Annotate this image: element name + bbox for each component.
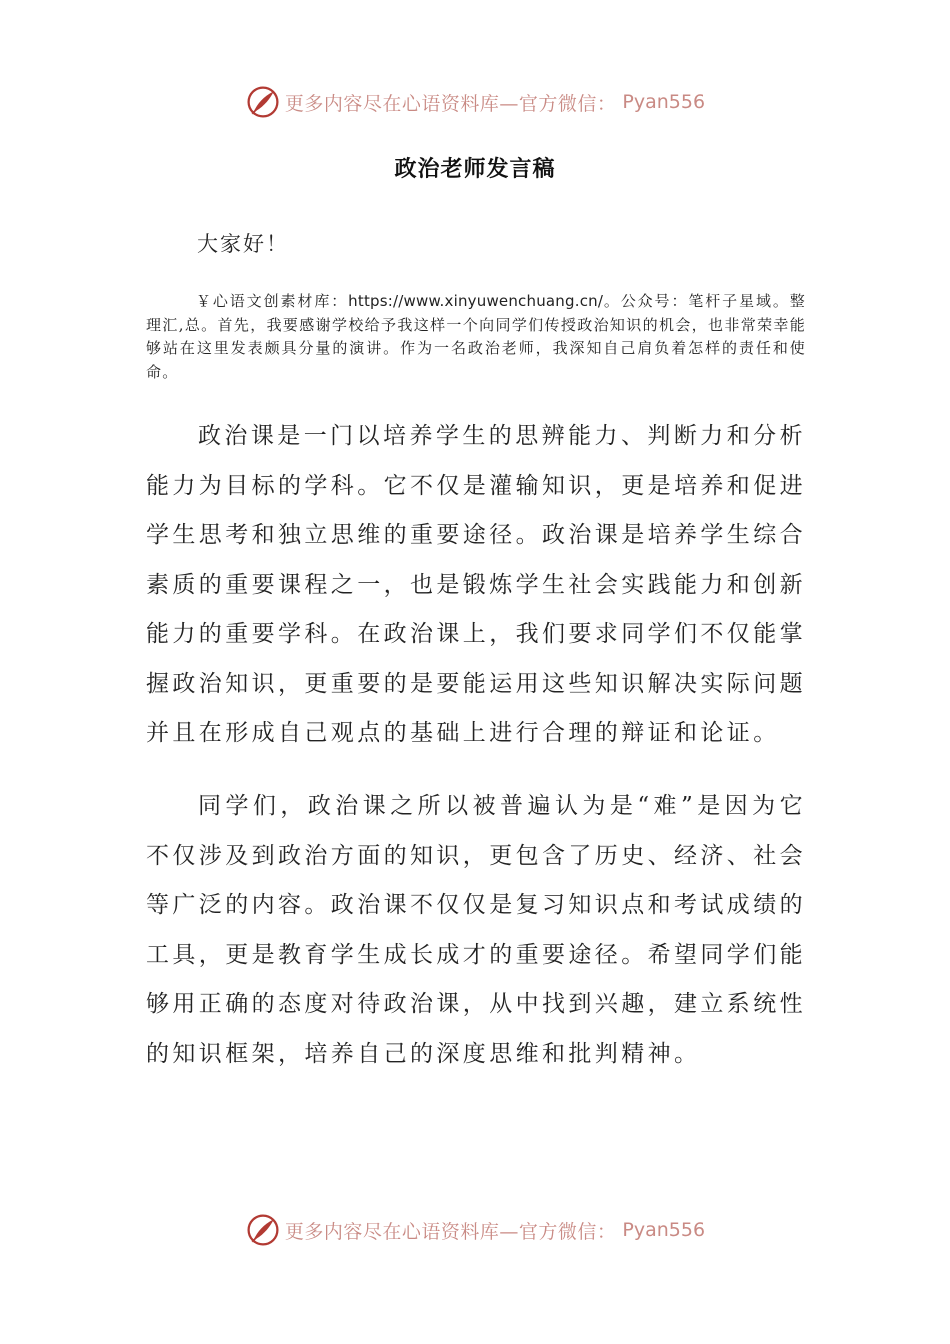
intro-paragraph	[146, 290, 806, 384]
greeting: 大家好！	[197, 232, 289, 256]
intro-prefix: ￥心语文创素材库：	[196, 292, 349, 310]
footer-banner-text: 更多内容尽在心语资料库—官方微信：	[284, 1220, 617, 1243]
intro-suffix: 。公众号：笔杆子星域。整理汇,总。首先，我要感谢学校给予我这样一个向同学们传授政治知识的机会，也非常荣幸能够站在这里发表颇具分量的演讲。作为一名政治老师，我深知自己肩负着怎样的责任和使命。	[146, 292, 806, 381]
header-wechat-id: Pyan556	[622, 91, 706, 113]
footer-banner	[0, 1210, 950, 1250]
quill-logo-icon	[245, 84, 281, 120]
footer-wechat-id: Pyan556	[622, 1219, 706, 1241]
header-banner	[0, 82, 950, 122]
quill-logo-icon	[245, 1212, 281, 1248]
body-paragraph-1: 政治课是一门以培养学生的思辨能力、判断力和分析能力为目标的学科。它不仅是灌输知识，更是培养和促进学生思考和独立思维的重要途径。政治课是培养学生综合素质的重要课程之一，也是锻炼学生社会实践能力和创新能力的重要学科。在政治课上，我们要求同学们不仅能掌握政治知识，更重要的是要能运用这些知识解决实际问题并且在形成自己观点的基础上进行合理的辩证和论证。	[146, 423, 806, 746]
page-title: 政治老师发言稿	[394, 157, 556, 182]
body-paragraph-2: 同学们，政治课之所以被普遍认为是“难”是因为它不仅涉及到政治方面的知识，更包含了历史、经济、社会等广泛的内容。政治课不仅仅是复习知识点和考试成绩的工具，更是教育学生成长成才的重要途径。希望同学们能够用正确的态度对待政治课，从中找到兴趣，建立系统性的知识框架，培养自己的深度思维和批判精神。	[146, 793, 806, 1067]
header-banner-text: 更多内容尽在心语资料库—官方微信：	[284, 92, 617, 115]
intro-url: https://www.xinyuwenchuang.cn/	[348, 292, 604, 310]
